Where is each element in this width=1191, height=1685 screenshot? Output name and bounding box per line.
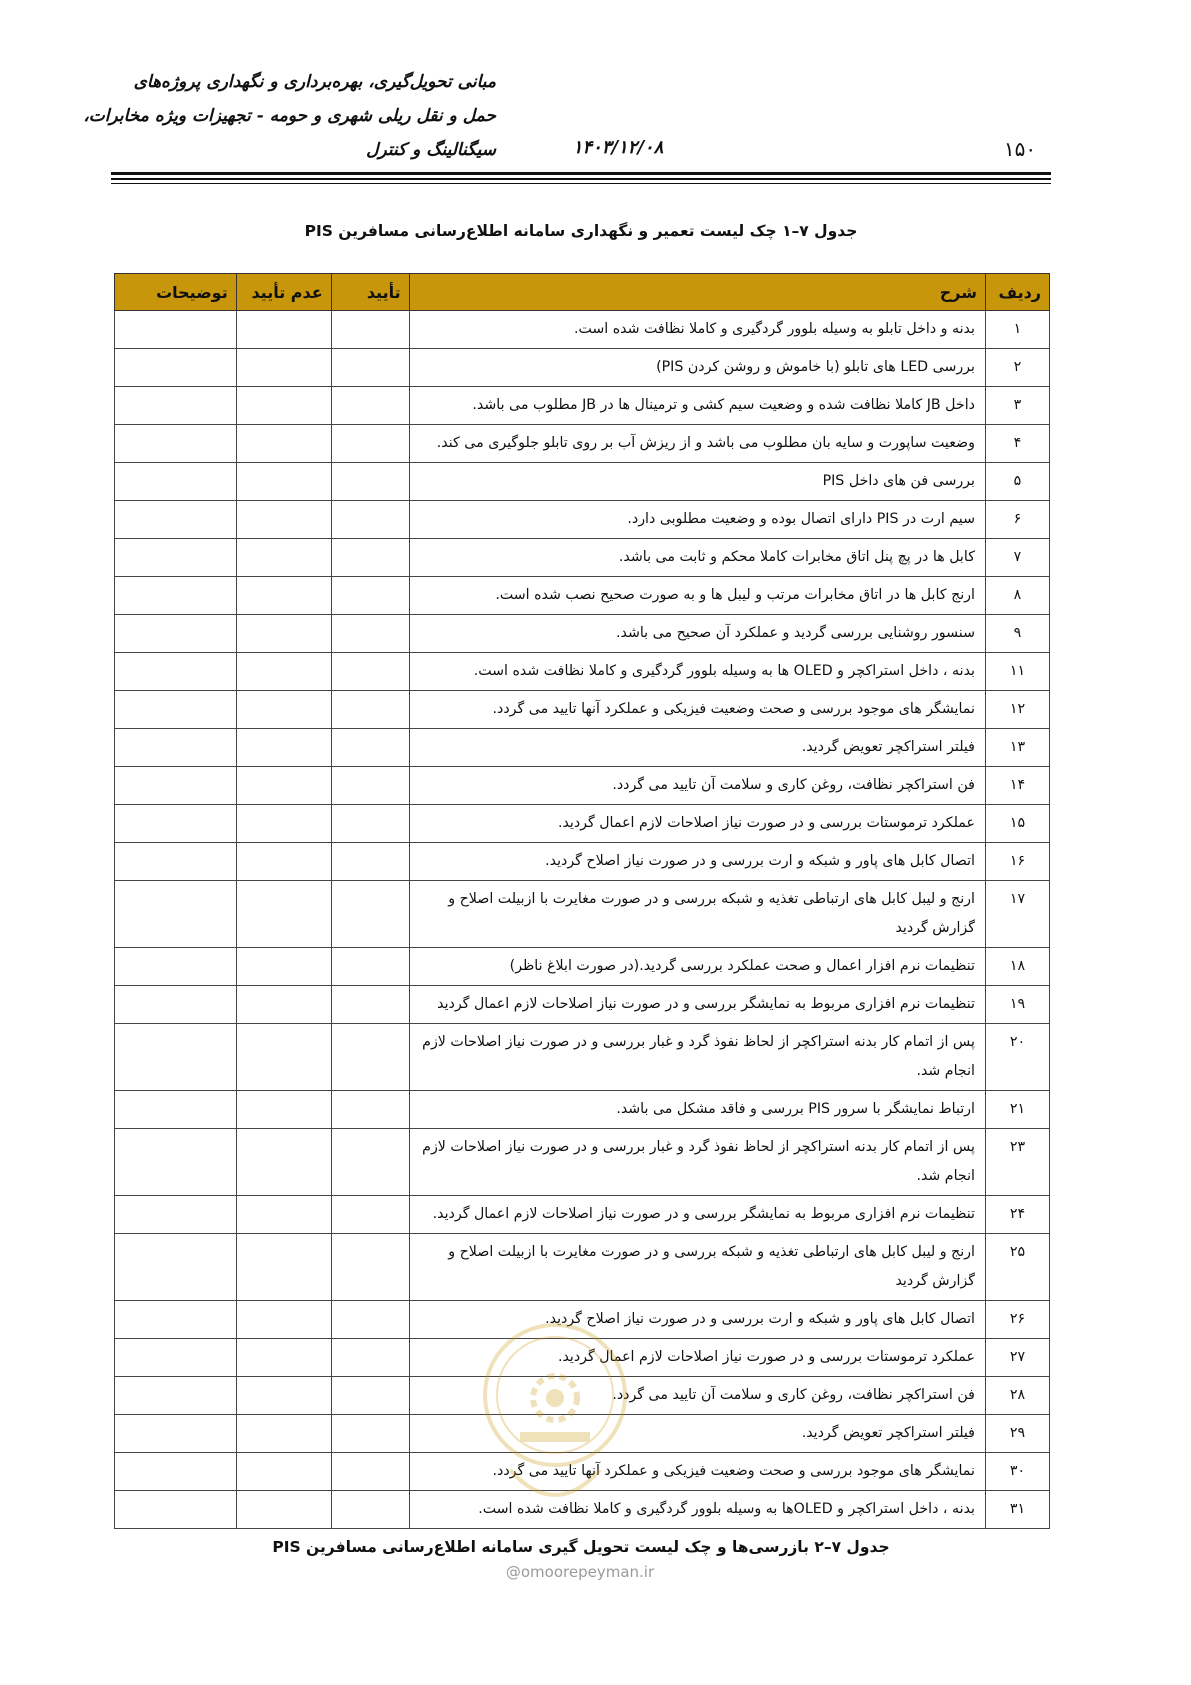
table-caption: جدول ۷–۱ چک لیست تعمیر و نگهداری سامانه اطلاع‌رسانی مسافرین PIS <box>304 222 858 240</box>
table-row <box>115 729 1050 767</box>
row-approve-cell[interactable] <box>331 463 409 501</box>
table-row <box>115 311 1050 349</box>
column-header-approve: تأیید <box>331 274 409 311</box>
row-description-cell: وضعیت ساپورت و سایه بان مطلوب می باشد و از ریزش آب بر روی تابلو جلوگیری می کند. <box>409 425 985 463</box>
row-number-cell: ۱۶ <box>985 843 1049 881</box>
column-header-reject: عدم تأیید <box>236 274 331 311</box>
table-row <box>115 1024 1050 1091</box>
row-notes-cell[interactable] <box>115 1339 237 1377</box>
row-number-cell: ۲۷ <box>985 1339 1049 1377</box>
row-number-cell: ۹ <box>985 615 1049 653</box>
table-row <box>115 1091 1050 1129</box>
row-number-cell: ۲۱ <box>985 1091 1049 1129</box>
row-notes-cell[interactable] <box>115 881 237 948</box>
table-row <box>115 1196 1050 1234</box>
row-notes-cell[interactable] <box>115 843 237 881</box>
row-approve-cell[interactable] <box>331 349 409 387</box>
row-description-cell: ارنج و لیبل کابل های ارتباطی تغذیه و شبکه بررسی و در صورت مغایرت با ازبیلت اصلاح و گزارش گردید <box>409 881 985 948</box>
table-row <box>115 1234 1050 1301</box>
row-number-cell: ۵ <box>985 463 1049 501</box>
row-notes-cell[interactable] <box>115 311 237 349</box>
row-number-cell: ۱۵ <box>985 805 1049 843</box>
row-number-cell: ۲۰ <box>985 1024 1049 1091</box>
row-number-cell: ۱۷ <box>985 881 1049 948</box>
row-approve-cell[interactable] <box>331 729 409 767</box>
row-description-cell: کابل ها در پچ پنل اتاق مخابرات کاملا محکم و ثابت می باشد. <box>409 539 985 577</box>
row-number-cell: ۳۱ <box>985 1491 1049 1529</box>
row-number-cell: ۱۳ <box>985 729 1049 767</box>
table-row <box>115 691 1050 729</box>
row-number-cell: ۲۳ <box>985 1129 1049 1196</box>
row-notes-cell[interactable] <box>115 1301 237 1339</box>
row-approve-cell[interactable] <box>331 539 409 577</box>
row-reject-cell[interactable] <box>236 349 331 387</box>
row-description-cell: بدنه و داخل تابلو به وسیله بلوور گردگیری و کاملا نظافت شده است. <box>409 311 985 349</box>
next-table-caption: جدول ۷–۲ بازرسی‌ها و چک لیست تحویل گیری سامانه اطلاع‌رسانی مسافرین PIS <box>272 1538 890 1556</box>
row-approve-cell[interactable] <box>331 425 409 463</box>
table-row <box>115 577 1050 615</box>
row-notes-cell[interactable] <box>115 1091 237 1129</box>
row-description-cell: نمایشگر های موجود بررسی و صحت وضعیت فیزیکی و عملکرد آنها تایید می گردد. <box>409 1453 985 1491</box>
row-notes-cell[interactable] <box>115 425 237 463</box>
row-description-cell: سیم ارت در PIS دارای اتصال بوده و وضعیت مطلوبی دارد. <box>409 501 985 539</box>
row-notes-cell[interactable] <box>115 986 237 1024</box>
row-notes-cell[interactable] <box>115 387 237 425</box>
row-approve-cell[interactable] <box>331 843 409 881</box>
row-number-cell: ۲۴ <box>985 1196 1049 1234</box>
row-notes-cell[interactable] <box>115 729 237 767</box>
row-number-cell: ۴ <box>985 425 1049 463</box>
row-reject-cell[interactable] <box>236 986 331 1024</box>
row-description-cell: پس از اتمام کار بدنه استراکچر از لحاظ نفوذ گرد و غبار بررسی و در صورت نیاز اصلاحات لازم انجام شد. <box>409 1129 985 1196</box>
watermark-text: @omoorepeyman.ir <box>505 1563 655 1581</box>
header-date: ۱۴۰۳/۱۲/۰۸ <box>572 137 664 158</box>
row-description-cell: تنظیمات نرم افزاری مربوط به نمایشگر بررسی و در صورت نیاز اصلاحات لازم اعمال گردید <box>409 986 985 1024</box>
row-reject-cell[interactable] <box>236 1091 331 1129</box>
row-number-cell: ۶ <box>985 501 1049 539</box>
watermark-logo <box>480 1320 630 1530</box>
table-row <box>115 501 1050 539</box>
header-rule-thick <box>111 172 1051 175</box>
row-description-cell: اتصال کابل های پاور و شبکه و ارت بررسی و در صورت نیاز اصلاح گردید. <box>409 843 985 881</box>
column-header-description: شرح <box>409 274 985 311</box>
row-notes-cell[interactable] <box>115 539 237 577</box>
row-number-cell: ۱۲ <box>985 691 1049 729</box>
row-description-cell: بررسی فن های داخل PIS <box>409 463 985 501</box>
row-number-cell: ۲۶ <box>985 1301 1049 1339</box>
row-reject-cell[interactable] <box>236 539 331 577</box>
header-title-line-1: مبانی تحویل‌گیری، بهره‌برداری و نگهداری پروژه‌های <box>133 72 496 92</box>
table-header-row <box>115 274 1050 311</box>
table-row <box>115 948 1050 986</box>
row-notes-cell[interactable] <box>115 1129 237 1196</box>
row-reject-cell[interactable] <box>236 767 331 805</box>
table-row <box>115 881 1050 948</box>
row-reject-cell[interactable] <box>236 1129 331 1196</box>
row-reject-cell[interactable] <box>236 1491 331 1529</box>
table-row <box>115 539 1050 577</box>
row-reject-cell[interactable] <box>236 311 331 349</box>
row-description-cell: پس از اتمام کار بدنه استراکچر از لحاظ نفوذ گرد و غبار بررسی و در صورت نیاز اصلاحات لازم انجام شد. <box>409 1024 985 1091</box>
row-number-cell: ۲۹ <box>985 1415 1049 1453</box>
row-description-cell: عملکرد ترموستات بررسی و در صورت نیاز اصلاحات لازم اعمال گردید. <box>409 1339 985 1377</box>
row-approve-cell[interactable] <box>331 805 409 843</box>
row-number-cell: ۲ <box>985 349 1049 387</box>
row-number-cell: ۱۱ <box>985 653 1049 691</box>
row-description-cell: سنسور روشنایی بررسی گردید و عملکرد آن صحیح می باشد. <box>409 615 985 653</box>
row-notes-cell[interactable] <box>115 1415 237 1453</box>
row-notes-cell[interactable] <box>115 1196 237 1234</box>
table-row <box>115 843 1050 881</box>
row-notes-cell[interactable] <box>115 691 237 729</box>
row-reject-cell[interactable] <box>236 463 331 501</box>
row-notes-cell[interactable] <box>115 1234 237 1301</box>
row-number-cell: ۷ <box>985 539 1049 577</box>
header-rule-thin <box>111 183 1051 184</box>
row-notes-cell[interactable] <box>115 349 237 387</box>
row-number-cell: ۲۸ <box>985 1377 1049 1415</box>
row-description-cell: تنظیمات نرم افزاری مربوط به نمایشگر بررسی و در صورت نیاز اصلاحات لازم اعمال گردید. <box>409 1196 985 1234</box>
row-approve-cell[interactable] <box>331 1491 409 1529</box>
table-row <box>115 986 1050 1024</box>
row-reject-cell[interactable] <box>236 881 331 948</box>
row-approve-cell[interactable] <box>331 653 409 691</box>
header-title-line-2: حمل و نقل ریلی شهری و حومه - تجهیزات ویژه مخابرات، <box>83 106 496 126</box>
table-row <box>115 805 1050 843</box>
table-row <box>115 349 1050 387</box>
row-number-cell: ۲۵ <box>985 1234 1049 1301</box>
row-description-cell: ارنج کابل ها در اتاق مخابرات مرتب و لیبل ها و به صورت صحیح نصب شده است. <box>409 577 985 615</box>
row-number-cell: ۱۹ <box>985 986 1049 1024</box>
row-notes-cell[interactable] <box>115 948 237 986</box>
row-description-cell: اتصال کابل های پاور و شبکه و ارت بررسی و در صورت نیاز اصلاح گردید. <box>409 1301 985 1339</box>
table-row <box>115 1129 1050 1196</box>
row-number-cell: ۱۸ <box>985 948 1049 986</box>
row-description-cell: ارتباط نمایشگر با سرور PIS بررسی و فاقد مشکل می باشد. <box>409 1091 985 1129</box>
row-approve-cell[interactable] <box>331 1234 409 1301</box>
row-approve-cell[interactable] <box>331 577 409 615</box>
row-number-cell: ۱۴ <box>985 767 1049 805</box>
row-reject-cell[interactable] <box>236 1415 331 1453</box>
row-description-cell: عملکرد ترموستات بررسی و در صورت نیاز اصلاحات لازم اعمال گردید. <box>409 805 985 843</box>
row-notes-cell[interactable] <box>115 1453 237 1491</box>
row-approve-cell[interactable] <box>331 1024 409 1091</box>
row-description-cell: نمایشگر های موجود بررسی و صحت وضعیت فیزیکی و عملکرد آنها تایید می گردد. <box>409 691 985 729</box>
row-description-cell: فیلتر استراکچر تعویض گردید. <box>409 729 985 767</box>
row-notes-cell[interactable] <box>115 501 237 539</box>
row-description-cell: داخل JB کاملا نظافت شده و وضعیت سیم کشی و ترمینال ها در JB مطلوب می باشد. <box>409 387 985 425</box>
row-reject-cell[interactable] <box>236 615 331 653</box>
row-approve-cell[interactable] <box>331 881 409 948</box>
row-approve-cell[interactable] <box>331 1129 409 1196</box>
row-reject-cell[interactable] <box>236 843 331 881</box>
row-approve-cell[interactable] <box>331 1415 409 1453</box>
row-notes-cell[interactable] <box>115 463 237 501</box>
row-reject-cell[interactable] <box>236 1301 331 1339</box>
row-notes-cell[interactable] <box>115 1377 237 1415</box>
row-reject-cell[interactable] <box>236 387 331 425</box>
row-approve-cell[interactable] <box>331 1301 409 1339</box>
row-notes-cell[interactable] <box>115 1024 237 1091</box>
column-header-notes: توضیحات <box>115 274 237 311</box>
row-approve-cell[interactable] <box>331 767 409 805</box>
row-reject-cell[interactable] <box>236 1339 331 1377</box>
row-notes-cell[interactable] <box>115 767 237 805</box>
row-approve-cell[interactable] <box>331 387 409 425</box>
row-reject-cell[interactable] <box>236 653 331 691</box>
row-description-cell: بررسی LED های تابلو (با خاموش و روشن کردن PIS) <box>409 349 985 387</box>
row-reject-cell[interactable] <box>236 577 331 615</box>
row-approve-cell[interactable] <box>331 1091 409 1129</box>
row-reject-cell[interactable] <box>236 1234 331 1301</box>
row-approve-cell[interactable] <box>331 1196 409 1234</box>
row-description-cell: ارنج و لیبل کابل های ارتباطی تغذیه و شبکه بررسی و در صورت مغایرت با ازبیلت اصلاح و گزارش گردید <box>409 1234 985 1301</box>
row-description-cell: فن استراکچر نظافت، روغن کاری و سلامت آن تایید می گردد. <box>409 1377 985 1415</box>
row-notes-cell[interactable] <box>115 577 237 615</box>
row-reject-cell[interactable] <box>236 948 331 986</box>
row-description-cell: بدنه ، داخل استراکچر و OLEDها به وسیله بلوور گردگیری و کاملا نظافت شده است. <box>409 1491 985 1529</box>
row-approve-cell[interactable] <box>331 691 409 729</box>
row-reject-cell[interactable] <box>236 501 331 539</box>
row-description-cell: فیلتر استراکچر تعویض گردید. <box>409 1415 985 1453</box>
row-description-cell: بدنه ، داخل استراکچر و OLED ها به وسیله بلوور گردگیری و کاملا نظافت شده است. <box>409 653 985 691</box>
column-header-row-number: ردیف <box>985 274 1049 311</box>
row-reject-cell[interactable] <box>236 691 331 729</box>
row-notes-cell[interactable] <box>115 615 237 653</box>
row-reject-cell[interactable] <box>236 805 331 843</box>
table-row <box>115 387 1050 425</box>
row-reject-cell[interactable] <box>236 1453 331 1491</box>
row-notes-cell[interactable] <box>115 805 237 843</box>
row-approve-cell[interactable] <box>331 1377 409 1415</box>
table-row <box>115 653 1050 691</box>
row-approve-cell[interactable] <box>331 615 409 653</box>
row-approve-cell[interactable] <box>331 986 409 1024</box>
row-approve-cell[interactable] <box>331 501 409 539</box>
row-reject-cell[interactable] <box>236 1196 331 1234</box>
row-reject-cell[interactable] <box>236 1024 331 1091</box>
row-approve-cell[interactable] <box>331 311 409 349</box>
header-title-line-3: سیگنالینگ و کنترل <box>366 140 496 160</box>
table-row <box>115 425 1050 463</box>
table-row <box>115 767 1050 805</box>
row-approve-cell[interactable] <box>331 1453 409 1491</box>
page-number: ۱۵۰ <box>1003 137 1037 161</box>
row-number-cell: ۳ <box>985 387 1049 425</box>
row-reject-cell[interactable] <box>236 1377 331 1415</box>
table-row <box>115 463 1050 501</box>
table-row <box>115 615 1050 653</box>
document-header-title <box>76 65 496 167</box>
header-rule-medium <box>111 178 1051 180</box>
row-number-cell: ۱ <box>985 311 1049 349</box>
row-number-cell: ۳۰ <box>985 1453 1049 1491</box>
row-reject-cell[interactable] <box>236 729 331 767</box>
row-notes-cell[interactable] <box>115 653 237 691</box>
row-reject-cell[interactable] <box>236 425 331 463</box>
row-approve-cell[interactable] <box>331 1339 409 1377</box>
row-number-cell: ۸ <box>985 577 1049 615</box>
row-description-cell: تنظیمات نرم افزار اعمال و صحت عملکرد بررسی گردید.(در صورت ابلاغ ناظر) <box>409 948 985 986</box>
row-notes-cell[interactable] <box>115 1491 237 1529</box>
row-approve-cell[interactable] <box>331 948 409 986</box>
row-description-cell: فن استراکچر نظافت، روغن کاری و سلامت آن تایید می گردد. <box>409 767 985 805</box>
